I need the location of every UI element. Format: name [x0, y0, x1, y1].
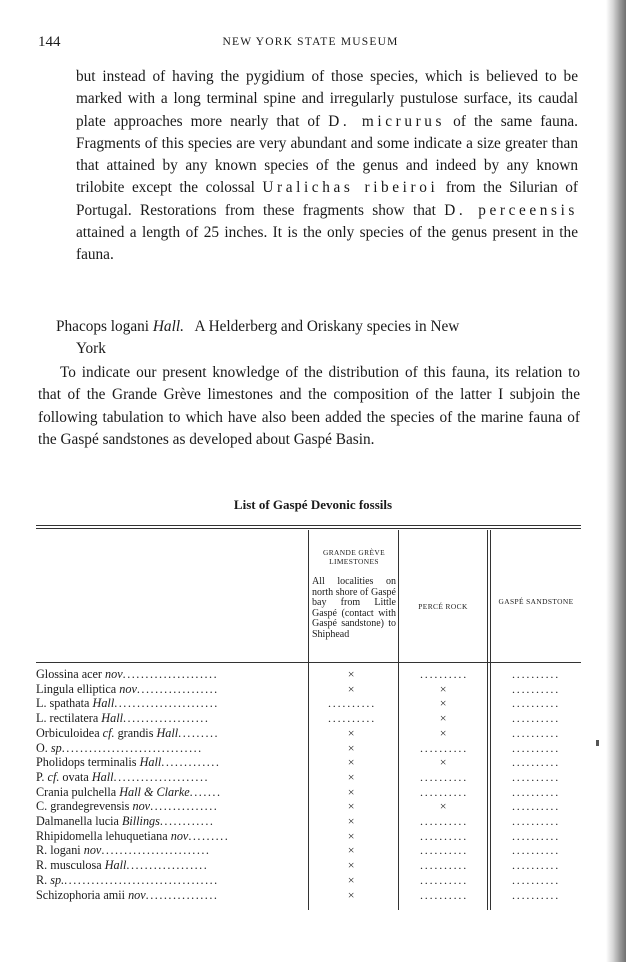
occurrence-cell: ..........: [512, 799, 560, 814]
leader-dots: .....................: [113, 769, 210, 784]
species-name: ovata: [59, 769, 92, 784]
occurrence-cell: ..........: [420, 872, 468, 887]
column-header-grande-greve: GRANDE GRÈVE LIMESTONES: [322, 548, 386, 566]
table-row: [36, 799, 581, 813]
species-cell: [36, 726, 306, 740]
author-name: cf.: [47, 769, 60, 784]
text-run: but instead of having the pygidium of those species, which is believed to be marked with a long terminal spine and irregularly pustulose surface, its caudal plate approaches more nearly that of: [76, 68, 578, 130]
species-name: R. logani: [36, 843, 84, 858]
species-cell: [36, 755, 306, 769]
author-name: nov: [132, 799, 151, 814]
occurrence-cell: ..........: [512, 828, 560, 843]
occurrence-cell: ..........: [512, 755, 560, 770]
running-head: NEW YORK STATE MUSEUM: [222, 36, 399, 48]
occurrence-cell: ×: [347, 799, 357, 814]
paragraph-3: To indicate our present knowledge of the distribution of this fauna, its relation to that of the Grande Grève limestones and the composition of the latter I subjoin the following tabulation to which have also been added the species of the marine fauna of the Gaspé sandstones as developed about Gaspé Basin.: [38, 364, 580, 448]
species-cell: [36, 843, 306, 857]
author-name: sp: [50, 740, 62, 755]
table-row: [36, 873, 581, 887]
leader-dots: ................: [145, 887, 219, 902]
species-name: C. grandegrevensis: [36, 799, 133, 814]
occurrence-cell: ×: [347, 872, 357, 887]
occurrence-cell: ×: [439, 799, 449, 814]
author-name: sp.: [50, 872, 65, 887]
occurrence-cell: ×: [347, 667, 357, 681]
species-name: D. perceensis: [444, 201, 578, 219]
table-row: [36, 785, 581, 799]
occurrence-cell: ..........: [420, 858, 468, 873]
occurrence-cell: ×: [347, 814, 357, 828]
species-cell: [36, 888, 306, 902]
table-row: [36, 682, 581, 696]
occurrence-cell: ×: [439, 755, 449, 770]
occurrence-cell: ..........: [328, 696, 376, 711]
species-cell: [36, 667, 306, 681]
table-row: [36, 711, 581, 725]
occurrence-cell: ×: [439, 696, 449, 711]
occurrence-cell: ..........: [512, 769, 560, 784]
author-name: Hall: [156, 725, 179, 740]
species-cell: [36, 829, 306, 843]
leader-dots: .............: [161, 755, 221, 770]
leader-dots: ........................: [101, 843, 211, 858]
occurrence-cell: ..........: [512, 696, 560, 711]
author-name: Hall: [101, 711, 123, 726]
species-name: L. spathata: [36, 696, 93, 711]
leader-dots: ...................: [122, 711, 210, 726]
table-row: [36, 726, 581, 740]
species-name: Lingula elliptica: [36, 681, 120, 696]
species-name: Uralichas ribeiroi: [262, 179, 439, 197]
species-name: L. rectilatera: [36, 711, 102, 726]
occurrence-cell: ..........: [512, 681, 560, 696]
text-run: attained a length of 25 inches. It is the only species of the genus present in the fauna.: [76, 224, 578, 264]
leader-dots: .........: [188, 828, 230, 843]
text-run: of the same fauna. Fragments of this species are very abundant and some indicate a size greater than that attained by any known species of the genus and indeed by any known trilobite except the colossal: [76, 112, 578, 197]
author-name: nov: [83, 843, 102, 858]
species-cell: [36, 696, 306, 710]
species-cell: [36, 785, 306, 799]
table-top-rule-double: [36, 528, 581, 529]
author-name: cf.: [102, 725, 115, 740]
species-name: Crania pulchella: [36, 784, 120, 799]
occurrence-cell: ×: [347, 769, 357, 784]
author-name: Hall: [92, 696, 115, 711]
column-header-perce-rock: PERCÉ ROCK: [418, 602, 468, 611]
scan-shadow-edge: [606, 0, 626, 962]
table-row: [36, 814, 581, 828]
occurrence-cell: ..........: [512, 858, 560, 873]
species-name: Dalmanella lucia: [36, 814, 122, 828]
species-cell: [36, 682, 306, 696]
occurrence-cell: ×: [439, 681, 449, 696]
author-name: Hall: [91, 769, 114, 784]
page-number: 144: [38, 34, 61, 50]
occurrence-cell: ..........: [512, 740, 560, 755]
author-name: Hall: [104, 858, 127, 873]
table-row: [36, 667, 581, 681]
occurrence-cell: ..........: [420, 740, 468, 755]
leader-dots: ..................: [136, 681, 219, 696]
leader-dots: .......................: [114, 696, 219, 711]
table-row: [36, 888, 581, 902]
species-cell: [36, 711, 306, 725]
species-cell: [36, 770, 306, 784]
occurrence-cell: ×: [347, 681, 357, 696]
occurrence-cell: ×: [347, 725, 357, 740]
leader-dots: ...............................: [61, 740, 203, 755]
occurrence-cell: ×: [347, 740, 357, 755]
table-title: List of Gaspé Devonic fossils: [233, 497, 393, 512]
occurrence-cell: ..........: [420, 667, 468, 681]
table-row: [36, 843, 581, 857]
leader-dots: ..................: [126, 858, 209, 873]
occurrence-cell: ..........: [512, 711, 560, 726]
occurrence-cell: ..........: [420, 843, 468, 858]
leader-dots: ..................................: [64, 872, 219, 887]
species-name: Pholidops terminalis: [36, 755, 140, 770]
leader-dots: .........: [178, 725, 220, 740]
occurrence-cell: ..........: [512, 872, 560, 887]
occurrence-cell: ×: [347, 843, 357, 858]
occurrence-cell: ×: [439, 725, 449, 740]
leader-dots: ...............: [150, 799, 219, 814]
occurrence-cell: ..........: [512, 887, 560, 902]
page-header: [38, 34, 583, 52]
species-cell: [36, 799, 306, 813]
occurrence-cell: ..........: [420, 769, 468, 784]
occurrence-cell: ×: [347, 887, 357, 902]
author-name: Hall & Clarke: [119, 784, 190, 799]
occurrence-cell: ..........: [512, 667, 560, 681]
occurrence-cell: ×: [347, 784, 357, 799]
table-row: [36, 755, 581, 769]
leader-dots: ............: [159, 814, 215, 828]
occurrence-cell: ..........: [420, 784, 468, 799]
species-name: Phacops logani: [56, 318, 150, 335]
paragraph-1: [76, 66, 578, 267]
author-name: nov: [119, 681, 137, 696]
species-name: R.: [36, 872, 51, 887]
paragraph-2: [56, 316, 576, 361]
species-name: D. micrurus: [328, 112, 446, 130]
species-name: O.: [36, 740, 51, 755]
occurrence-cell: ..........: [512, 814, 560, 828]
occurrence-cell: ..........: [512, 784, 560, 799]
table-row: [36, 829, 581, 843]
author-name: Hall: [139, 755, 162, 770]
occurrence-cell: ..........: [328, 711, 376, 726]
author-name: nov: [170, 828, 189, 843]
leader-dots: .......: [189, 784, 222, 799]
column-subheader-localities: All localities on north shore of Gaspé bay from Little Gaspé (contact with Gaspé sandstone) to Shiphead: [312, 576, 396, 640]
scan-mark: [596, 740, 599, 746]
author-name: Billings: [121, 814, 160, 828]
species-name: P.: [36, 769, 48, 784]
occurrence-cell: ..........: [420, 887, 468, 902]
occurrence-cell: ×: [439, 711, 449, 726]
species-cell: [36, 741, 306, 755]
occurrence-cell: ..........: [512, 725, 560, 740]
occurrence-cell: ..........: [420, 814, 468, 828]
author-name: nov: [105, 667, 123, 681]
table-row: [36, 741, 581, 755]
table-top-rule: [36, 525, 581, 526]
column-header-gaspe-sandstone: GASPÉ SANDSTONE: [498, 597, 574, 606]
author-name: Hall.: [152, 318, 184, 335]
table-row: [36, 858, 581, 872]
species-cell: [36, 858, 306, 872]
species-cell: [36, 814, 306, 828]
species-name: Orbiculoidea: [36, 725, 103, 740]
leader-dots: .....................: [122, 667, 219, 681]
table-row: [36, 770, 581, 784]
text-run: A Helderberg and Oriskany species in New: [194, 318, 460, 335]
species-name: Schizophoria amii: [36, 887, 129, 902]
species-cell: [36, 873, 306, 887]
occurrence-cell: ×: [347, 858, 357, 873]
species-name: Rhipidomella lehuquetiana: [36, 828, 171, 843]
text-run: from the Silurian of Portugal. Restorations from these fragments show that: [76, 179, 578, 219]
species-name: Glossina acer: [36, 667, 106, 681]
occurrence-cell: ..........: [420, 828, 468, 843]
species-name: grandis: [114, 725, 157, 740]
occurrence-cell: ×: [347, 828, 357, 843]
occurrence-cell: ×: [347, 755, 357, 770]
table-row: [36, 696, 581, 710]
species-name: R. musculosa: [36, 858, 105, 873]
text-run: York: [76, 340, 106, 358]
occurrence-cell: ..........: [512, 843, 560, 858]
author-name: nov: [128, 887, 146, 902]
